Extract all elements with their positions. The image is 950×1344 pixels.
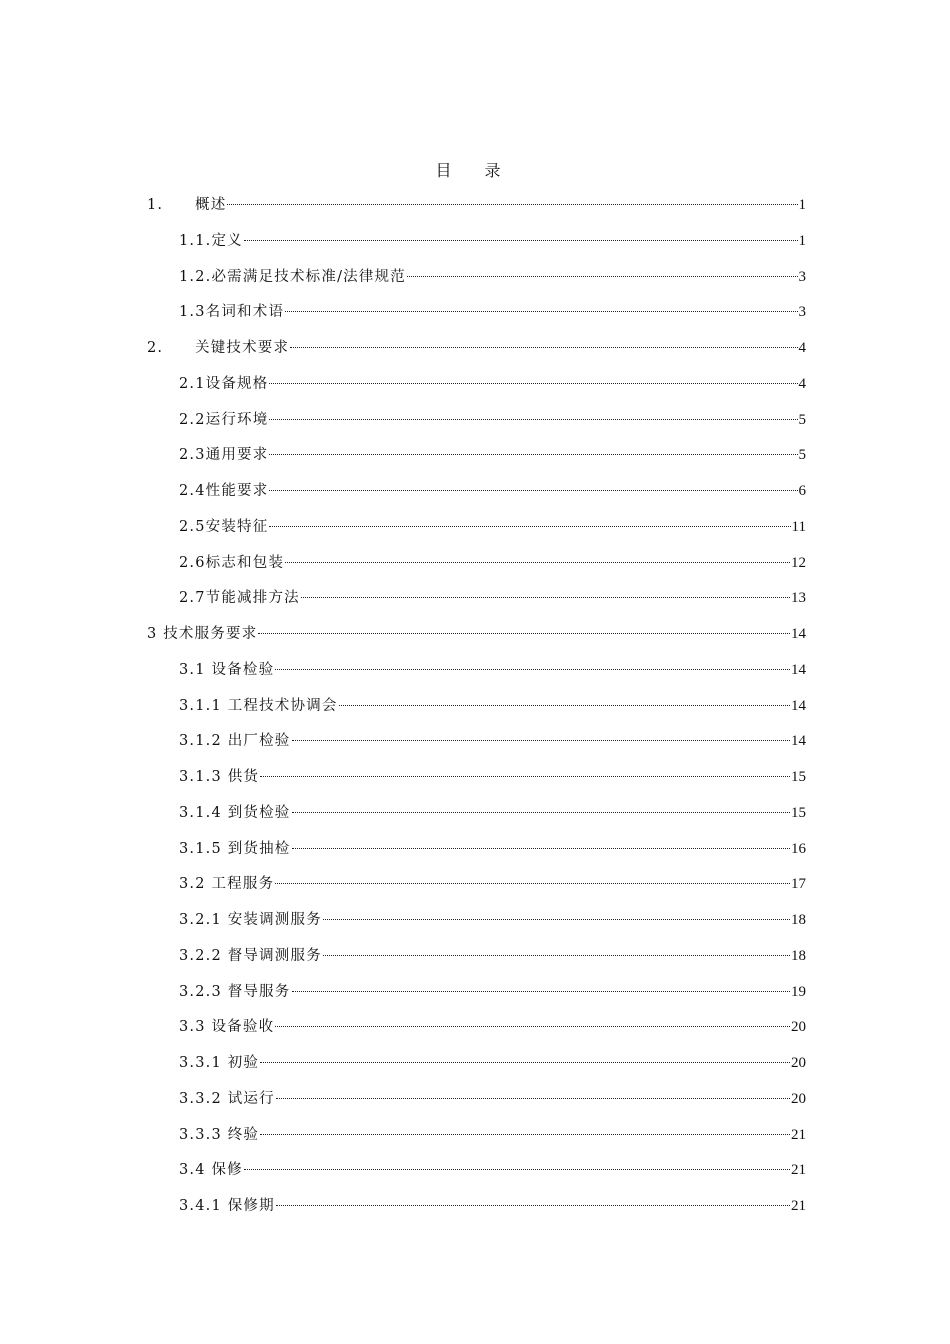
toc-entry-text: 概述 — [195, 197, 227, 213]
toc-entry-text: 3.2.1 安装调测服务 — [179, 912, 322, 928]
toc-entry-label — [179, 1015, 274, 1039]
toc-entry-label — [179, 765, 259, 789]
toc-entry-label — [147, 193, 226, 217]
dot-leader — [260, 1061, 790, 1063]
toc-entry-page-number: 6 — [798, 483, 806, 499]
dot-leader — [260, 1133, 790, 1135]
dot-leader — [323, 954, 790, 956]
dot-leader — [275, 1025, 790, 1027]
toc-entry-label — [179, 694, 338, 718]
toc-entry-label — [179, 408, 268, 432]
dot-leader — [276, 1097, 790, 1099]
toc-entry[interactable] — [147, 408, 806, 444]
toc-entry-label — [179, 872, 274, 896]
toc-entry-text: 3.3.3 终验 — [179, 1126, 260, 1143]
toc-entry-label — [179, 980, 291, 1004]
toc-entry-text: 2.2运行环境 — [179, 411, 269, 428]
toc-entry-text: 3.1.4 到货检验 — [179, 804, 291, 821]
toc-entry-label — [179, 586, 300, 610]
toc-entry-text: 2.4性能要求 — [179, 483, 269, 499]
toc-entry-page-number: 15 — [791, 769, 806, 785]
dot-leader — [269, 525, 790, 527]
toc-entry-page-number: 12 — [791, 554, 806, 571]
toc-entry[interactable] — [147, 908, 806, 944]
toc-entry[interactable] — [147, 765, 806, 801]
toc-entry[interactable] — [147, 729, 806, 765]
toc-entry[interactable] — [147, 229, 806, 265]
toc-entry-page-number: 5 — [798, 411, 806, 428]
toc-entry[interactable] — [147, 622, 806, 658]
toc-entry-label — [179, 729, 291, 753]
toc-entry-page-number: 20 — [791, 1019, 806, 1036]
toc-entry-number: 2. — [147, 340, 164, 356]
dot-leader — [275, 668, 790, 670]
toc-entry-page-number: 20 — [791, 1090, 806, 1107]
toc-entry-label — [147, 336, 289, 360]
toc-entry-label — [179, 1158, 243, 1182]
toc-entry-text: 3.2 工程服务 — [179, 876, 275, 893]
toc-entry-page-number: 14 — [791, 697, 806, 714]
toc-entry-text: 1.2.必需满足技术标准/法律规范 — [179, 268, 406, 285]
toc-entry-text: 2.1设备规格 — [179, 375, 269, 392]
dot-leader — [269, 453, 797, 455]
toc-entry-text: 2.5安装特征 — [179, 518, 269, 535]
dot-leader — [244, 239, 798, 241]
toc-entry[interactable] — [147, 658, 806, 694]
dot-leader — [275, 882, 790, 884]
toc-entry[interactable] — [147, 443, 806, 479]
dot-leader — [258, 632, 790, 634]
dot-leader — [285, 310, 797, 312]
toc-entry[interactable] — [147, 336, 806, 372]
dot-leader — [339, 704, 790, 706]
toc-entry-page-number: 5 — [798, 447, 806, 464]
toc-entry-label — [147, 622, 257, 646]
toc-entry-text: 1.3名词和术语 — [179, 304, 285, 321]
toc-entry[interactable] — [147, 372, 806, 408]
toc-entry-text: 3 技术服务要求 — [147, 626, 258, 642]
toc-entry[interactable] — [147, 1123, 806, 1159]
toc-entry-page-number: 21 — [791, 1162, 806, 1179]
toc-entry-page-number: 17 — [791, 876, 806, 893]
dot-leader — [323, 918, 790, 920]
toc-entry-page-number: 3 — [798, 304, 806, 321]
toc-entry-page-number: 18 — [791, 912, 806, 928]
toc-entry[interactable] — [147, 944, 806, 980]
toc-entry-page-number: 19 — [791, 983, 806, 1000]
toc-list — [147, 193, 806, 1230]
toc-entry-page-number: 4 — [798, 340, 806, 356]
toc-entry-label — [179, 443, 268, 467]
toc-entry-page-number: 13 — [791, 590, 806, 607]
toc-entry[interactable] — [147, 694, 806, 730]
toc-entry-page-number: 16 — [791, 840, 806, 857]
toc-entry-label — [179, 801, 291, 825]
toc-entry-label — [179, 944, 322, 968]
toc-entry-label — [179, 229, 243, 253]
dot-leader — [301, 596, 790, 598]
dot-leader — [269, 489, 797, 491]
toc-entry[interactable] — [147, 837, 806, 873]
toc-entry[interactable] — [147, 479, 806, 515]
toc-entry[interactable] — [147, 1087, 806, 1123]
toc-entry-page-number: 14 — [791, 626, 806, 642]
dot-leader — [292, 990, 790, 992]
toc-entry-page-number: 21 — [791, 1198, 806, 1214]
dot-leader — [276, 1204, 790, 1206]
toc-entry-text: 3.4 保修 — [179, 1162, 243, 1179]
toc-entry-page-number: 18 — [791, 947, 806, 964]
toc-entry-label — [179, 515, 268, 539]
toc-entry-label — [179, 1194, 275, 1218]
toc-entry-text: 3.1.1 工程技术协调会 — [179, 697, 338, 714]
toc-entry-text: 3.1.2 出厂检验 — [179, 733, 291, 750]
toc-entry[interactable] — [147, 801, 806, 837]
dot-leader — [292, 811, 790, 813]
toc-entry-text: 3.1.5 到货抽检 — [179, 840, 291, 857]
toc-entry-text: 3.3 设备验收 — [179, 1019, 275, 1036]
dot-leader — [260, 775, 790, 777]
toc-entry-text: 3.2.2 督导调测服务 — [179, 947, 322, 964]
toc-entry[interactable] — [147, 551, 806, 587]
toc-entry[interactable] — [147, 872, 806, 908]
toc-entry-page-number: 1 — [798, 197, 806, 213]
toc-entry-label — [179, 372, 268, 396]
toc-entry-page-number: 1 — [798, 232, 806, 249]
toc-entry-text: 3.2.3 督导服务 — [179, 983, 291, 1000]
toc-entry-text: 3.4.1 保修期 — [179, 1198, 275, 1214]
toc-entry-page-number: 15 — [791, 804, 806, 821]
toc-entry-text: 关键技术要求 — [195, 340, 290, 356]
toc-entry-page-number: 11 — [791, 518, 806, 535]
toc-entry[interactable] — [147, 1158, 806, 1194]
toc-entry[interactable] — [147, 515, 806, 551]
toc-entry-label — [179, 551, 284, 575]
toc-entry[interactable] — [147, 193, 806, 229]
toc-entry-label — [179, 1123, 259, 1147]
toc-entry-label — [179, 1051, 259, 1075]
toc-entry-page-number: 21 — [791, 1126, 806, 1143]
toc-entry-text: 2.7节能减排方法 — [179, 590, 300, 607]
toc-entry-number: 1. — [147, 197, 164, 213]
toc-entry-label — [179, 300, 284, 324]
toc-entry-page-number: 3 — [798, 268, 806, 285]
toc-entry[interactable] — [147, 1015, 806, 1051]
toc-entry[interactable] — [147, 300, 806, 336]
toc-entry-label — [179, 265, 406, 289]
toc-entry[interactable] — [147, 1194, 806, 1230]
toc-entry-page-number: 4 — [798, 375, 806, 392]
dot-leader — [227, 203, 797, 205]
toc-entry-label — [179, 479, 268, 503]
dot-leader — [292, 847, 790, 849]
toc-entry-text: 3.1 设备检验 — [179, 661, 275, 678]
toc-entry[interactable] — [147, 586, 806, 622]
toc-entry-text: 2.6标志和包装 — [179, 554, 285, 571]
toc-entry-page-number: 20 — [791, 1055, 806, 1071]
toc-title: 目 录 — [435, 161, 515, 180]
toc-entry-text: 3.3.2 试运行 — [179, 1090, 275, 1107]
toc-entry[interactable] — [147, 1051, 806, 1087]
dot-leader — [292, 739, 790, 741]
toc-entry-text: 3.3.1 初验 — [179, 1055, 260, 1071]
dot-leader — [269, 418, 797, 420]
toc-entry-label — [179, 908, 322, 932]
toc-entry-text: 1.1.定义 — [179, 232, 243, 249]
toc-entry[interactable] — [147, 265, 806, 301]
toc-entry-text: 2.3通用要求 — [179, 447, 269, 464]
toc-entry-label — [179, 1087, 275, 1111]
toc-entry-label — [179, 658, 274, 682]
dot-leader — [285, 561, 790, 563]
dot-leader — [244, 1168, 790, 1170]
dot-leader — [269, 382, 797, 384]
dot-leader — [290, 346, 797, 348]
toc-entry-page-number: 14 — [791, 733, 806, 750]
dot-leader — [407, 275, 798, 277]
toc-entry[interactable] — [147, 980, 806, 1016]
toc-entry-page-number: 14 — [791, 661, 806, 678]
toc-entry-text: 3.1.3 供货 — [179, 769, 260, 785]
toc-entry-label — [179, 837, 291, 861]
